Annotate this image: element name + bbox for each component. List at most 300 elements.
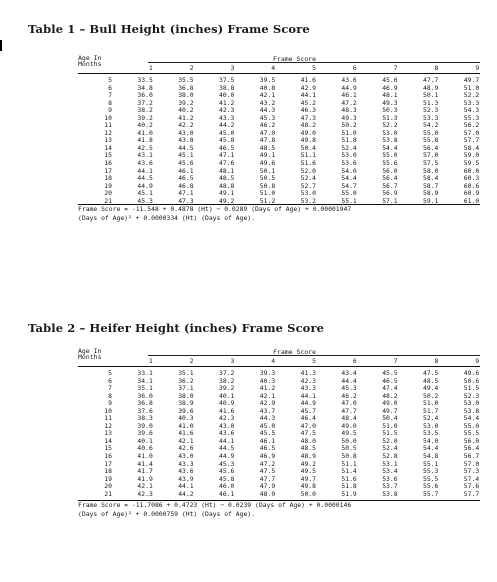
height-cell: 57.0 — [422, 151, 439, 160]
height-cell: 42.2 — [178, 121, 194, 130]
frame-score-column-header: 8 — [434, 357, 439, 365]
frame-score-column-header: 2 — [189, 357, 194, 365]
height-cell: 42.3 — [219, 106, 235, 115]
height-cell: 43.6 — [341, 76, 357, 84]
age-cell: 8 — [108, 391, 112, 400]
height-cell: 54.0 — [341, 166, 357, 175]
height-cell: 55.6 — [382, 159, 398, 168]
height-cell: 56.4 — [463, 444, 480, 453]
height-cell: 55.6 — [422, 482, 439, 491]
height-cell: 52.3 — [463, 391, 480, 400]
height-cell: 42.9 — [259, 399, 276, 408]
height-cell: 52.4 — [422, 414, 439, 423]
age-cell: 14 — [104, 143, 112, 152]
age-cell: 14 — [104, 436, 112, 445]
height-cell: 58.0 — [422, 166, 439, 175]
age-cell: 17 — [104, 166, 112, 175]
height-cell: 36.0 — [137, 391, 153, 400]
age-cell: 6 — [108, 83, 112, 92]
height-cell: 38.0 — [178, 391, 194, 400]
height-cell: 50.0 — [341, 436, 357, 445]
height-cell: 47.7 — [259, 474, 276, 483]
height-cell: 42.9 — [300, 83, 316, 92]
formula-line2: (Days of Age)² + 0.0000334 (Ht) (Days of Age). — [78, 214, 255, 222]
height-cell: 47.0 — [341, 399, 357, 408]
height-cell: 49.3 — [382, 98, 398, 107]
height-cell: 43.6 — [178, 467, 194, 476]
frame-score-column-header: 7 — [393, 64, 398, 72]
height-cell: 54.7 — [341, 181, 357, 190]
height-cell: 54.3 — [463, 106, 480, 115]
height-cell: 42.1 — [178, 436, 194, 445]
height-cell: 56.7 — [463, 452, 480, 461]
height-cell: 46.5 — [382, 376, 398, 385]
height-cell: 47.9 — [259, 482, 276, 491]
age-cell: 18 — [104, 174, 112, 183]
height-cell: 38.8 — [219, 83, 235, 92]
height-cell: 45.6 — [382, 76, 398, 84]
height-cell: 43.3 — [219, 113, 235, 122]
height-cell: 40.9 — [219, 399, 235, 408]
height-cell: 45.5 — [382, 369, 398, 377]
height-cell: 46.5 — [259, 444, 276, 453]
age-cell: 10 — [104, 406, 112, 415]
height-cell: 56.7 — [382, 181, 398, 190]
age-cell: 6 — [108, 376, 112, 385]
height-cell: 47.1 — [219, 151, 235, 160]
height-cell: 43.0 — [219, 421, 235, 430]
height-cell: 56.0 — [382, 166, 398, 175]
height-cell: 44.3 — [259, 106, 276, 115]
height-cell: 53.0 — [300, 189, 316, 198]
age-cell: 16 — [104, 452, 112, 461]
height-cell: 51.9 — [341, 489, 357, 498]
height-cell: 41.6 — [178, 429, 194, 438]
height-cell: 45.3 — [219, 459, 235, 468]
height-cell: 34.1 — [137, 376, 153, 385]
age-cell: 21 — [104, 489, 112, 498]
table2-body — [78, 370, 480, 498]
height-cell: 59.5 — [463, 159, 480, 168]
height-cell: 50.0 — [300, 489, 316, 498]
height-cell: 55.1 — [422, 459, 439, 468]
height-cell: 47.5 — [300, 429, 316, 438]
frame-score-column-header: 6 — [352, 64, 357, 72]
table2-title: Table 2 – Heifer Height (inches) Frame Score — [28, 321, 325, 335]
height-cell: 40.8 — [259, 83, 276, 92]
height-cell: 48.2 — [382, 391, 398, 400]
frame-score-rule — [148, 355, 480, 356]
height-cell: 46.1 — [259, 436, 276, 445]
height-cell: 55.3 — [422, 467, 439, 476]
height-cell: 52.3 — [422, 106, 439, 115]
height-cell: 49.0 — [382, 399, 398, 408]
frame-score-column-header: 2 — [189, 64, 194, 72]
height-cell: 43.6 — [219, 429, 235, 438]
age-cell: 15 — [104, 444, 112, 453]
height-cell: 50.5 — [341, 444, 357, 453]
height-cell: 54.2 — [422, 121, 439, 130]
height-cell: 48.1 — [219, 166, 235, 175]
height-cell: 45.0 — [219, 128, 235, 137]
height-cell: 52.4 — [341, 143, 357, 152]
height-cell: 38.3 — [137, 414, 153, 423]
height-cell: 41.2 — [259, 384, 276, 393]
height-cell: 47.0 — [300, 421, 316, 430]
frame-score-column-header: 7 — [393, 357, 398, 365]
age-header-line1: Age In — [78, 347, 102, 355]
height-cell: 44.5 — [219, 444, 235, 453]
height-cell: 49.4 — [422, 384, 439, 393]
height-cell: 42.3 — [219, 414, 235, 423]
height-cell: 59.0 — [463, 151, 480, 160]
age-header-line2: Months — [78, 353, 102, 361]
height-cell: 45.6 — [219, 467, 235, 476]
age-cell: 19 — [104, 474, 112, 483]
height-cell: 51.8 — [341, 482, 357, 491]
height-cell: 43.7 — [259, 406, 276, 415]
age-cell: 19 — [104, 181, 112, 190]
height-cell: 49.1 — [219, 189, 235, 198]
height-cell: 53.3 — [422, 113, 439, 122]
height-cell: 48.1 — [382, 91, 398, 100]
height-cell: 54.0 — [422, 436, 439, 445]
height-cell: 34.8 — [137, 83, 153, 92]
height-cell: 53.2 — [300, 196, 316, 205]
height-cell: 38.2 — [137, 106, 153, 115]
height-cell: 58.4 — [463, 143, 480, 152]
height-cell: 52.0 — [300, 166, 316, 175]
height-cell: 48.5 — [422, 376, 439, 385]
height-cell: 45.3 — [259, 113, 276, 122]
height-cell: 50.8 — [341, 452, 357, 461]
height-cell: 53.8 — [382, 136, 398, 145]
height-cell: 52.0 — [382, 436, 398, 445]
height-cell: 39.5 — [259, 76, 276, 84]
height-cell: 43.0 — [178, 452, 194, 461]
height-cell: 53.0 — [463, 399, 480, 408]
height-cell: 55.8 — [422, 136, 439, 145]
height-cell: 56.4 — [382, 174, 398, 183]
height-cell: 50.2 — [341, 121, 357, 130]
height-cell: 57.4 — [463, 474, 480, 483]
height-cell: 42.1 — [137, 482, 153, 491]
height-cell: 50.1 — [259, 166, 276, 175]
formula-line1: Frame Score = -11.7086 + 0.4723 (Ht) − 0.0239 (Days of Age) + 0.0000146 — [78, 501, 352, 509]
height-cell: 46.1 — [219, 489, 235, 498]
height-cell: 46.3 — [300, 106, 316, 115]
height-cell: 40.3 — [259, 376, 276, 385]
height-cell: 51.7 — [422, 406, 439, 415]
height-cell: 44.9 — [341, 83, 357, 92]
height-cell: 43.3 — [300, 384, 316, 393]
height-cell: 46.4 — [300, 414, 316, 423]
height-cell: 41.4 — [137, 459, 153, 468]
height-cell: 50.1 — [422, 91, 439, 100]
height-cell: 58.4 — [422, 174, 439, 183]
height-cell: 57.1 — [382, 196, 398, 205]
height-cell: 35.1 — [137, 384, 153, 393]
height-cell: 36.2 — [178, 376, 194, 385]
height-cell: 49.8 — [300, 136, 316, 145]
height-cell: 51.6 — [341, 474, 357, 483]
age-cell: 10 — [104, 113, 112, 122]
height-cell: 35.5 — [178, 76, 194, 84]
height-cell: 52.4 — [382, 444, 398, 453]
height-cell: 49.2 — [300, 459, 316, 468]
height-cell: 60.6 — [463, 181, 480, 190]
height-cell: 46.0 — [219, 482, 235, 491]
frame-score-column-header: 3 — [230, 357, 235, 365]
age-cell: 16 — [104, 159, 112, 168]
height-cell: 48.0 — [259, 489, 276, 498]
height-cell: 41.8 — [137, 136, 153, 145]
height-cell: 55.0 — [341, 189, 357, 198]
height-cell: 40.0 — [219, 91, 235, 100]
formula-block — [78, 205, 351, 223]
height-cell: 51.1 — [300, 151, 316, 160]
height-cell: 51.0 — [422, 399, 439, 408]
age-cell: 8 — [108, 98, 112, 107]
height-cell: 51.1 — [341, 459, 357, 468]
height-cell: 48.5 — [259, 143, 276, 152]
height-cell: 43.1 — [137, 151, 153, 160]
height-cell: 41.0 — [178, 421, 194, 430]
height-cell: 51.2 — [259, 196, 276, 205]
height-cell: 50.5 — [259, 174, 276, 183]
formula-block — [78, 501, 351, 519]
height-cell: 53.0 — [422, 421, 439, 430]
height-cell: 41.7 — [137, 467, 153, 476]
height-cell: 43.8 — [178, 136, 194, 145]
height-cell: 44.1 — [137, 166, 153, 175]
height-cell: 40.6 — [137, 444, 153, 453]
height-cell: 47.6 — [219, 159, 235, 168]
height-cell: 47.3 — [300, 113, 316, 122]
height-cell: 33.1 — [137, 369, 153, 377]
height-cell: 47.3 — [178, 196, 194, 205]
age-cell: 13 — [104, 136, 112, 145]
height-cell: 53.3 — [463, 98, 480, 107]
age-cell: 15 — [104, 151, 112, 160]
frame-score-columns — [78, 357, 480, 365]
height-cell: 46.8 — [178, 181, 194, 190]
height-cell: 36.8 — [178, 83, 194, 92]
height-cell: 36.0 — [137, 91, 153, 100]
height-cell: 42.1 — [259, 391, 276, 400]
scan-edge-mark — [0, 40, 2, 51]
height-cell: 51.0 — [341, 128, 357, 137]
height-cell: 43.6 — [137, 159, 153, 168]
height-cell: 53.8 — [463, 406, 480, 415]
height-cell: 57.5 — [422, 159, 439, 168]
height-cell: 51.0 — [463, 83, 480, 92]
height-cell: 51.0 — [259, 189, 276, 198]
height-cell: 46.1 — [178, 166, 194, 175]
height-cell: 41.0 — [137, 128, 153, 137]
height-cell: 56.4 — [422, 143, 439, 152]
height-cell: 55.0 — [422, 128, 439, 137]
height-cell: 50.4 — [300, 143, 316, 152]
height-cell: 57.0 — [463, 459, 480, 468]
height-cell: 53.8 — [382, 489, 398, 498]
height-cell: 39.2 — [178, 98, 194, 107]
frame-score-column-header: 8 — [434, 64, 439, 72]
column-spacer — [78, 64, 112, 72]
height-cell: 60.0 — [463, 166, 480, 175]
height-cell: 56.9 — [382, 189, 398, 198]
age-cell: 7 — [108, 384, 112, 393]
age-cell: 11 — [104, 121, 112, 130]
height-cell: 46.2 — [341, 391, 357, 400]
frame-score-column-header: 4 — [271, 64, 276, 72]
height-cell: 58.9 — [422, 189, 439, 198]
height-cell: 50.4 — [382, 414, 398, 423]
height-cell: 55.5 — [422, 474, 439, 483]
height-cell: 37.1 — [178, 384, 194, 393]
height-cell: 36.8 — [137, 399, 153, 408]
height-cell: 49.0 — [341, 421, 357, 430]
height-cell: 55.5 — [463, 429, 480, 438]
height-cell: 49.2 — [219, 196, 235, 205]
frame-score-column-header: 9 — [475, 64, 480, 72]
height-cell: 44.2 — [178, 489, 194, 498]
height-cell: 49.5 — [300, 467, 316, 476]
height-cell: 48.3 — [341, 106, 357, 115]
height-cell: 44.4 — [341, 376, 357, 385]
height-cell: 41.3 — [300, 369, 316, 377]
height-cell: 52.2 — [382, 121, 398, 130]
height-cell: 44.1 — [219, 436, 235, 445]
height-cell: 54.8 — [422, 452, 439, 461]
height-cell: 40.1 — [137, 436, 153, 445]
height-cell: 45.7 — [300, 406, 316, 415]
height-cell: 54.4 — [422, 444, 439, 453]
age-cell: 20 — [104, 482, 112, 491]
height-cell: 52.4 — [300, 174, 316, 183]
height-cell: 42.3 — [137, 489, 153, 498]
height-cell: 49.5 — [341, 429, 357, 438]
table1 — [78, 54, 480, 222]
height-cell: 53.5 — [422, 429, 439, 438]
height-cell: 61.0 — [463, 196, 480, 205]
frame-score-column-header: 4 — [271, 357, 276, 365]
age-cell: 20 — [104, 189, 112, 198]
height-cell: 37.2 — [137, 98, 153, 107]
height-cell: 51.4 — [341, 467, 357, 476]
height-cell: 41.0 — [137, 452, 153, 461]
height-cell: 58.7 — [422, 181, 439, 190]
frame-score-columns — [78, 64, 480, 72]
height-cell: 45.6 — [178, 159, 194, 168]
height-cell: 60.9 — [463, 189, 480, 198]
height-cell: 41.6 — [219, 406, 235, 415]
height-cell: 52.7 — [300, 181, 316, 190]
height-cell: 39.2 — [219, 384, 235, 393]
frame-score-column-header: 1 — [148, 64, 153, 72]
height-cell: 42.3 — [300, 376, 316, 385]
height-cell: 33.5 — [137, 76, 153, 84]
frame-score-column-header: 6 — [352, 357, 357, 365]
age-cell: 21 — [104, 196, 112, 205]
height-cell: 53.0 — [341, 151, 357, 160]
height-cell: 43.3 — [178, 459, 194, 468]
height-cell: 47.2 — [341, 98, 357, 107]
height-cell: 47.1 — [178, 189, 194, 198]
height-cell: 39.2 — [137, 113, 153, 122]
height-cell: 55.0 — [463, 421, 480, 430]
formula-line2: (Days of Age)² + 0.0000759 (Ht) (Days of Age). — [78, 510, 255, 518]
height-cell: 54.4 — [463, 414, 480, 423]
height-cell: 49.3 — [341, 113, 357, 122]
height-cell: 41.2 — [219, 98, 235, 107]
age-cell: 7 — [108, 91, 112, 100]
height-cell: 37.6 — [137, 406, 153, 415]
height-cell: 44.2 — [219, 121, 235, 130]
height-cell: 55.1 — [341, 196, 357, 205]
height-cell: 38.9 — [178, 399, 194, 408]
height-cell: 45.1 — [178, 151, 194, 160]
age-header-line1: Age In — [78, 54, 102, 62]
height-cell: 51.3 — [422, 98, 439, 107]
height-cell: 43.2 — [259, 98, 276, 107]
height-cell: 49.6 — [463, 369, 480, 377]
height-cell: 44.1 — [178, 482, 194, 491]
height-cell: 39.3 — [259, 369, 276, 377]
height-cell: 47.4 — [382, 384, 398, 393]
height-cell: 49.1 — [259, 151, 276, 160]
height-cell: 53.6 — [341, 159, 357, 168]
height-cell: 50.3 — [382, 106, 398, 115]
height-cell: 49.7 — [382, 406, 398, 415]
height-cell: 51.0 — [382, 421, 398, 430]
age-cell: 9 — [108, 399, 112, 408]
height-cell: 51.5 — [463, 384, 480, 393]
height-cell: 40.2 — [178, 106, 194, 115]
height-cell: 44.3 — [259, 414, 276, 423]
table1-header — [78, 54, 480, 75]
height-cell: 60.3 — [463, 174, 480, 183]
height-cell: 44.5 — [178, 143, 194, 152]
height-cell: 46.9 — [382, 83, 398, 92]
height-cell: 55.7 — [422, 489, 439, 498]
height-cell: 39.0 — [137, 421, 153, 430]
age-cell: 17 — [104, 459, 112, 468]
height-cell: 53.1 — [382, 459, 398, 468]
height-cell: 50.6 — [463, 376, 480, 385]
age-cell: 12 — [104, 421, 112, 430]
height-cell: 35.1 — [178, 369, 194, 377]
table2-header — [78, 347, 480, 368]
height-cell: 53.6 — [382, 474, 398, 483]
height-cell: 45.1 — [137, 189, 153, 198]
height-cell: 50.8 — [259, 181, 276, 190]
height-cell: 39.6 — [178, 406, 194, 415]
height-cell: 46.1 — [341, 91, 357, 100]
height-cell: 48.8 — [219, 181, 235, 190]
table1-title: Table 1 – Bull Height (inches) Frame Score — [28, 22, 310, 36]
height-cell: 44.9 — [137, 181, 153, 190]
frame-score-column-header: 9 — [475, 357, 480, 365]
height-cell: 54.4 — [341, 174, 357, 183]
height-cell: 57.3 — [463, 467, 480, 476]
height-cell: 47.7 — [422, 76, 439, 84]
age-cell: 9 — [108, 106, 112, 115]
height-cell: 38.2 — [219, 376, 235, 385]
height-cell: 48.5 — [300, 444, 316, 453]
height-cell: 48.4 — [341, 414, 357, 423]
height-cell: 57.6 — [463, 482, 480, 491]
